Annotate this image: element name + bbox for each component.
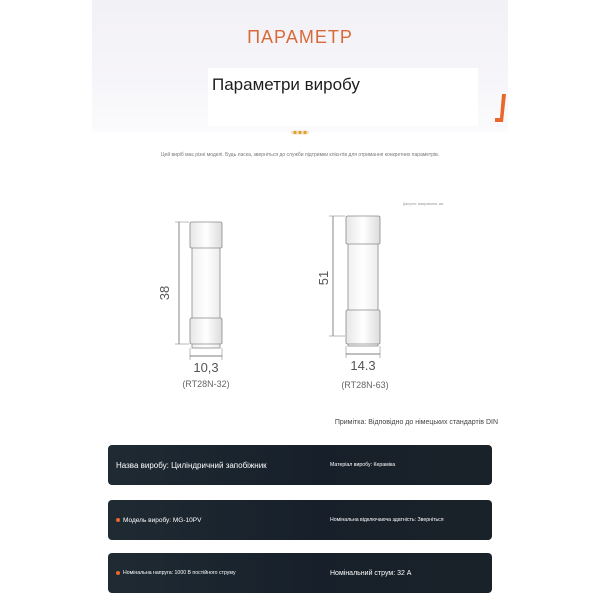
measure-note: Джерело: вимірювання, мм — [403, 202, 444, 206]
breaking-capacity: Номінальна відключаюча здатність: Зверніться — [330, 517, 444, 523]
rated-voltage-wrap — [116, 553, 236, 593]
product-model: Модель виробу: MG-10PV — [123, 516, 202, 524]
section-title: ПАРАМЕТР — [247, 27, 353, 47]
fuse-dimension-drawing — [150, 210, 410, 410]
spec-row-3 — [108, 553, 492, 593]
spec-row-2 — [108, 500, 492, 540]
rated-current: Номінальний струм: 32 А — [330, 569, 412, 577]
hero-banner — [92, 0, 508, 132]
left-fuse-model: (RT28N-32) — [182, 379, 230, 389]
din-standard-note: Примітка: Відповідно до німецьких стандартів DIN — [334, 419, 498, 426]
bullet-dot-icon — [116, 571, 120, 575]
product-model-wrap — [116, 500, 201, 540]
right-fuse-model: (RT28N-63) — [341, 380, 389, 390]
section-subtitle: Параметри виробу — [212, 75, 360, 94]
bullet-dot-icon — [116, 518, 120, 522]
left-fuse-width: 10,3 — [193, 360, 219, 375]
variant-notice: Цей виріб має різні моделі. Будь ласка, зверніться до служби підтримки клієнтів для отримання конкретних параметрів. — [160, 152, 440, 158]
decorative-dots-icon — [290, 130, 310, 135]
orange-bracket-icon — [491, 92, 511, 126]
spec-row-1 — [108, 445, 492, 485]
right-fuse — [329, 216, 380, 358]
right-fuse-width: 14.3 — [350, 358, 376, 373]
right-fuse-height: 51 — [316, 270, 331, 286]
rated-voltage: Номінальна напруга: 1000 В постійного струму — [123, 570, 236, 576]
product-name: Назва виробу: Циліндричний запобіжник — [116, 460, 267, 470]
product-material: Матеріал виробу: Кераміка — [330, 462, 396, 468]
left-fuse — [175, 222, 222, 360]
left-fuse-height: 38 — [157, 285, 172, 301]
